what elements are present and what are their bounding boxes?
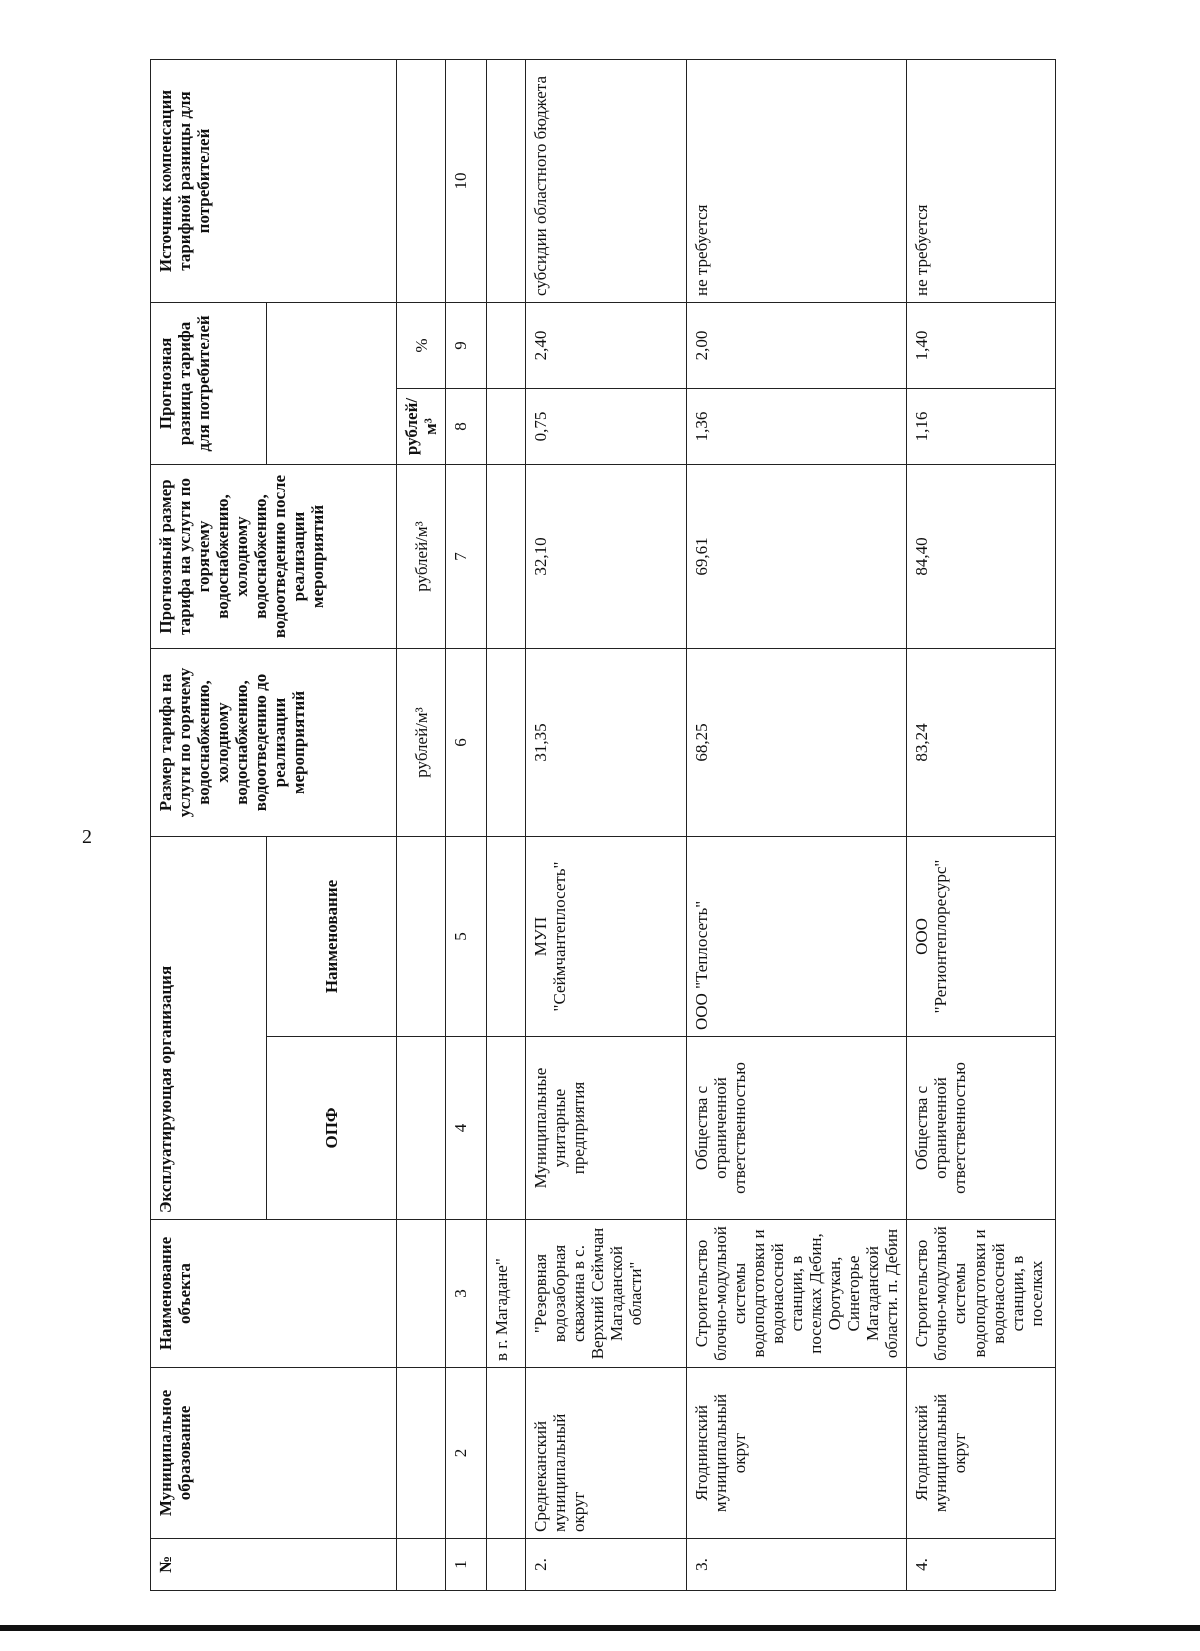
unit-diff-rub: рублей/ м³ [397,388,446,464]
header-tariff-after: Прогнозный размер тарифа на услуги по горячему водоснабжению, холодному водоснабжению, водоотведению после реализации мероприятий [151,464,397,648]
header-org-name: Наименование [267,836,397,1036]
bottom-border-line [0,1625,1200,1631]
table-row [687,59,907,1590]
row-num: 3. [687,1539,907,1591]
header-tariff-before: Размер тарифа на услуги по горячему водоснабжению, холодному водоснабжению, водоотведению до реализации мероприятий [151,648,397,836]
row-municipality: Ягоднинский муниципальный округ [687,1368,907,1539]
row-num: 2. [526,1539,687,1591]
header-object-name: Наименование объекта [151,1220,397,1368]
row-org: ООО "Регионтеплоресурс" [907,836,1056,1036]
row-object: "Резервная водозаборная скважина в с. Верхний Сеймчан Магаданской области" [526,1220,687,1368]
units-row [397,59,446,1590]
col-num-7: 7 [446,464,487,648]
header-municipality: Муниципальное образование [151,1368,397,1539]
row-org: МУП "Сеймчантеплосеть" [526,836,687,1036]
row-diff-pct: 1,40 [907,302,1056,388]
col-num-5: 5 [446,836,487,1036]
row-tariff-after: 69,61 [687,464,907,648]
rotated-table-wrapper [150,60,1056,1591]
row-source: субсидии областного бюджета [526,59,687,302]
header-num: № [151,1539,397,1591]
row-tariff-after: 32,10 [526,464,687,648]
continuation-row [487,59,526,1590]
header-diff: Прогнозная разница тарифа для потребителей [151,302,267,464]
row-tariff-after: 84,40 [907,464,1056,648]
row-municipality: Среднеканский муниципальный округ [526,1368,687,1539]
unit-diff-pct: % [397,302,446,388]
row-municipality: Ягоднинский муниципальный округ [907,1368,1056,1539]
header-source: Источник компенсации тарифной разницы для потребителей [151,59,397,302]
row-source: не требуется [687,59,907,302]
unit-tariff-after: рублей/м³ [397,464,446,648]
row-diff-rub: 1,36 [687,388,907,464]
col-num-10: 10 [446,59,487,302]
row-tariff-before: 31,35 [526,648,687,836]
row-diff-rub: 1,16 [907,388,1056,464]
row-diff-pct: 2,40 [526,302,687,388]
continuation-text: в г. Магадане" [487,1220,526,1368]
col-num-9: 9 [446,302,487,388]
page-number: 2 [82,826,92,848]
row-diff-pct: 2,00 [687,302,907,388]
col-num-6: 6 [446,648,487,836]
table-row [526,59,687,1590]
col-num-4: 4 [446,1037,487,1220]
table-row [907,59,1056,1590]
header-operator: Эксплуатирующая организация [151,836,267,1219]
row-object: Строительство блочно-модульной системы водоподготовки и водонасосной станции, в поселках Дебин, Оротукан, Синегорье Магаданской области. п. Дебин [687,1220,907,1368]
col-num-3: 3 [446,1220,487,1368]
row-opf: Общества с ограниченной ответственностью [907,1037,1056,1220]
row-opf: Общества с ограниченной ответственностью [687,1037,907,1220]
unit-tariff-before: рублей/м³ [397,648,446,836]
row-num: 4. [907,1539,1056,1591]
tariff-table [150,59,1056,1591]
col-num-1: 1 [446,1539,487,1591]
row-opf: Муниципальные унитарные предприятия [526,1037,687,1220]
col-num-8: 8 [446,388,487,464]
row-source: не требуется [907,59,1056,302]
row-org: ООО "Теплосеть" [687,836,907,1036]
header-opf: ОПФ [267,1037,397,1220]
header-row-1 [151,59,267,1590]
column-number-row [446,59,487,1590]
col-num-2: 2 [446,1368,487,1539]
row-tariff-before: 83,24 [907,648,1056,836]
row-tariff-before: 68,25 [687,648,907,836]
row-diff-rub: 0,75 [526,388,687,464]
row-object: Строительство блочно-модульной системы водоподготовки и водонасосной станции, в поселках [907,1220,1056,1368]
